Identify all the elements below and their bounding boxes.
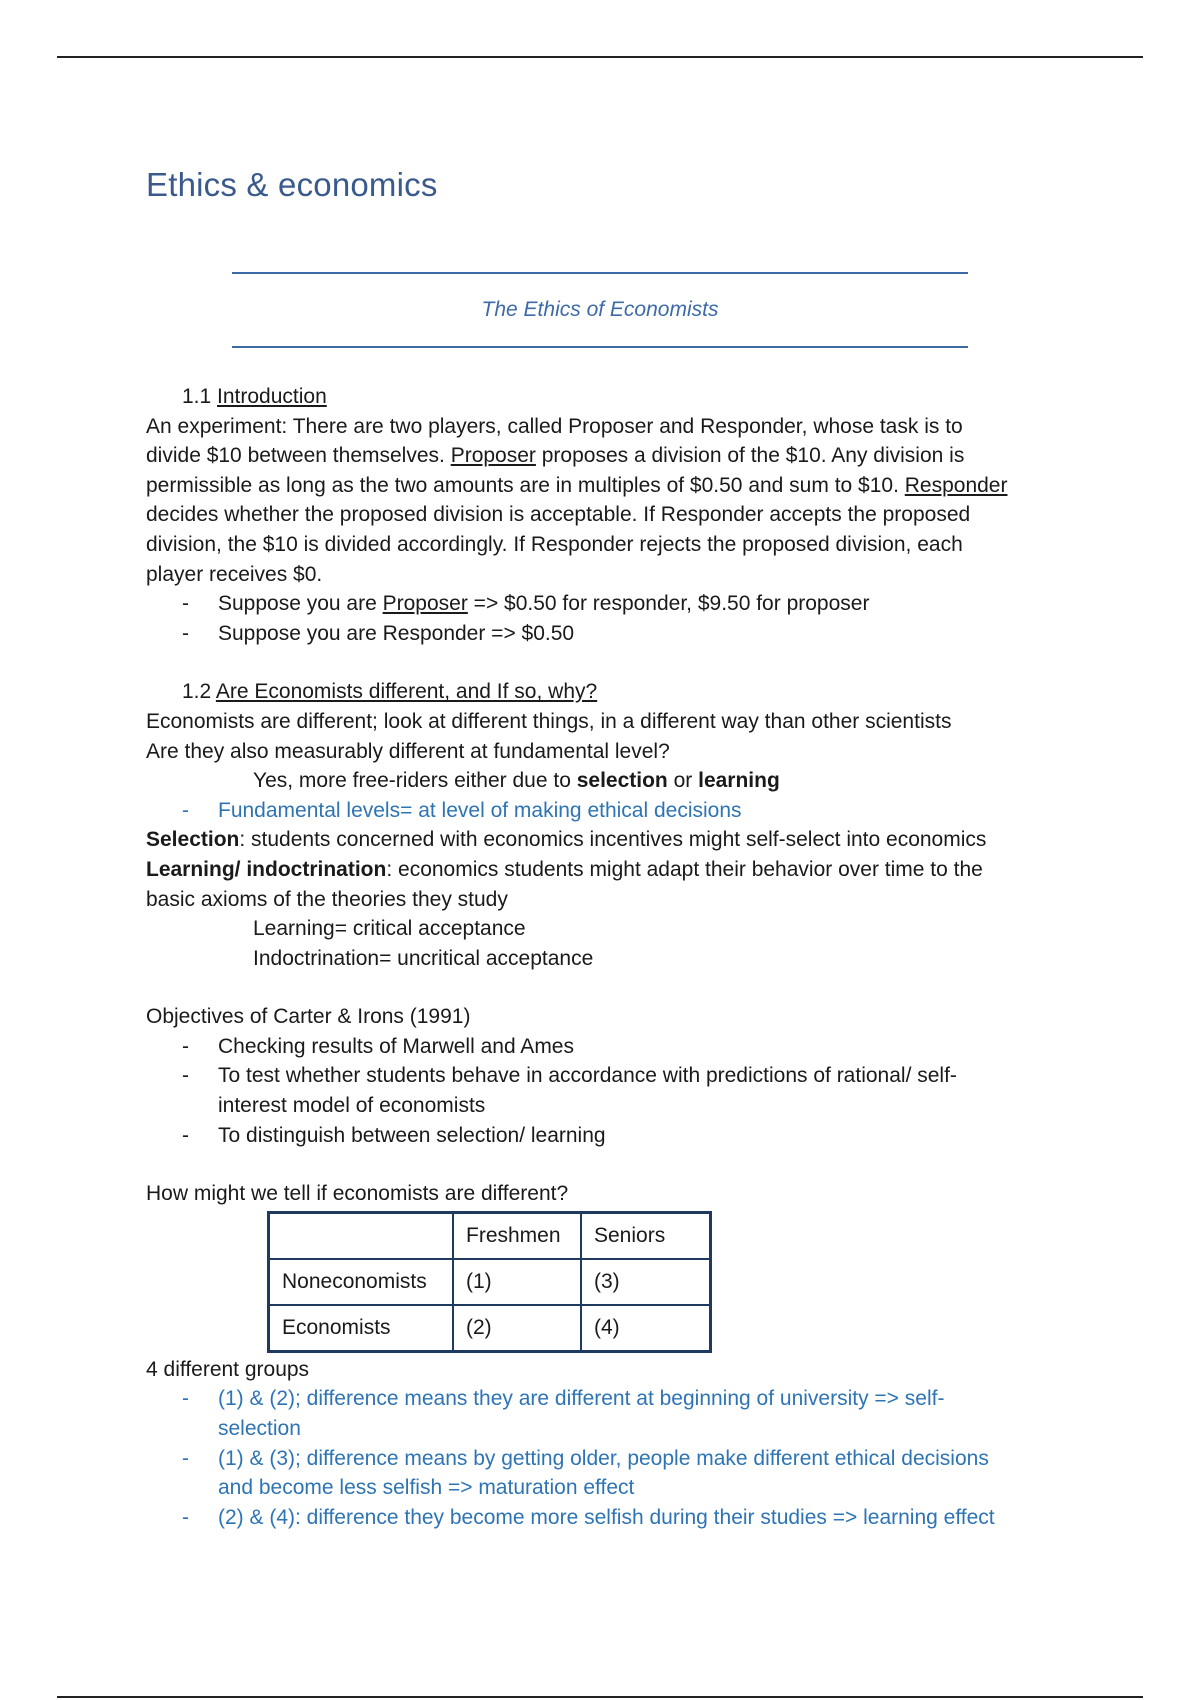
paragraph-line: Learning/ indoctrination: economics students might adapt their behavior over time to the <box>146 857 983 881</box>
list-item: - Checking results of Marwell and Ames <box>182 1034 574 1058</box>
paragraph-line: Selection: students concerned with economics incentives might self-select into economics <box>146 828 987 852</box>
document-subtitle: The Ethics of Economists <box>481 298 719 321</box>
paragraph-line: division, the $10 is divided accordingly. If Responder rejects the proposed division, each <box>146 532 963 556</box>
subtitle-box <box>232 272 968 348</box>
list-item-continuation: selection <box>218 1417 301 1441</box>
table-cell: Economists <box>269 1305 454 1352</box>
paragraph-line: Yes, more free-riders either due to selection or learning <box>253 769 780 793</box>
header-rule <box>57 56 1143 58</box>
table-row <box>269 1305 711 1352</box>
paragraph-line: decides whether the proposed division is acceptable. If Responder accepts the proposed <box>146 503 971 527</box>
table-cell: (3) <box>581 1259 711 1305</box>
paragraph-line: divide $10 between themselves. Proposer proposes a division of the $10. Any division is <box>146 444 965 468</box>
list-item: - Suppose you are Responder => $0.50 <box>182 621 575 645</box>
list-item: - To distinguish between selection/ learning <box>182 1123 606 1147</box>
paragraph-line: Economists are different; look at different things, in a different way than other scientists <box>146 709 952 733</box>
comparison-table <box>267 1211 712 1353</box>
paragraph-line: Indoctrination= uncritical acceptance <box>253 946 594 970</box>
table-cell: (1) <box>453 1259 581 1305</box>
list-item: - (1) & (3); difference means by getting older, people make different ethical decisions <box>182 1446 989 1470</box>
footer-rule <box>57 1696 1143 1698</box>
list-item: - (2) & (4): difference they become more selfish during their studies => learning effect <box>182 1505 995 1529</box>
section-heading-1-1: 1.1 Introduction <box>182 385 327 408</box>
table-header-row <box>269 1212 711 1259</box>
list-item: - To test whether students behave in accordance with predictions of rational/ self- <box>182 1064 957 1088</box>
paragraph-line: An experiment: There are two players, called Proposer and Responder, whose task is to <box>146 414 963 438</box>
document-title: Ethics & economics <box>146 166 438 203</box>
table-row <box>269 1259 711 1305</box>
table-header-cell: Freshmen <box>453 1212 581 1259</box>
list-item: - Fundamental levels= at level of making ethical decisions <box>182 798 742 822</box>
document-body <box>146 382 1066 1532</box>
table-header-cell: Seniors <box>581 1212 711 1259</box>
paragraph-line: basic axioms of the theories they study <box>146 887 508 911</box>
table-cell: (2) <box>453 1305 581 1352</box>
groups-heading: 4 different groups <box>146 1357 310 1381</box>
list-item: - Suppose you are Proposer => $0.50 for responder, $9.50 for proposer <box>182 592 870 616</box>
objectives-heading: Objectives of Carter & Irons (1991) <box>146 1005 471 1029</box>
paragraph-line: Are they also measurably different at fundamental level? <box>146 739 670 763</box>
paragraph-line: permissible as long as the two amounts are in multiples of $0.50 and sum to $10. Responder <box>146 473 1008 497</box>
section-heading-1-2: 1.2 Are Economists different, and If so, why? <box>182 680 598 704</box>
table-cell: (4) <box>581 1305 711 1352</box>
list-item-continuation: and become less selfish => maturation effect <box>218 1476 635 1500</box>
list-item-continuation: interest model of economists <box>218 1094 486 1118</box>
list-item: - (1) & (2); difference means they are different at beginning of university => self- <box>182 1387 945 1411</box>
question-line: How might we tell if economists are different? <box>146 1182 569 1206</box>
table-cell: Noneconomists <box>269 1259 454 1305</box>
paragraph-line: Learning= critical acceptance <box>253 917 526 941</box>
paragraph-line: player receives $0. <box>146 562 323 586</box>
table-cell <box>269 1212 454 1259</box>
